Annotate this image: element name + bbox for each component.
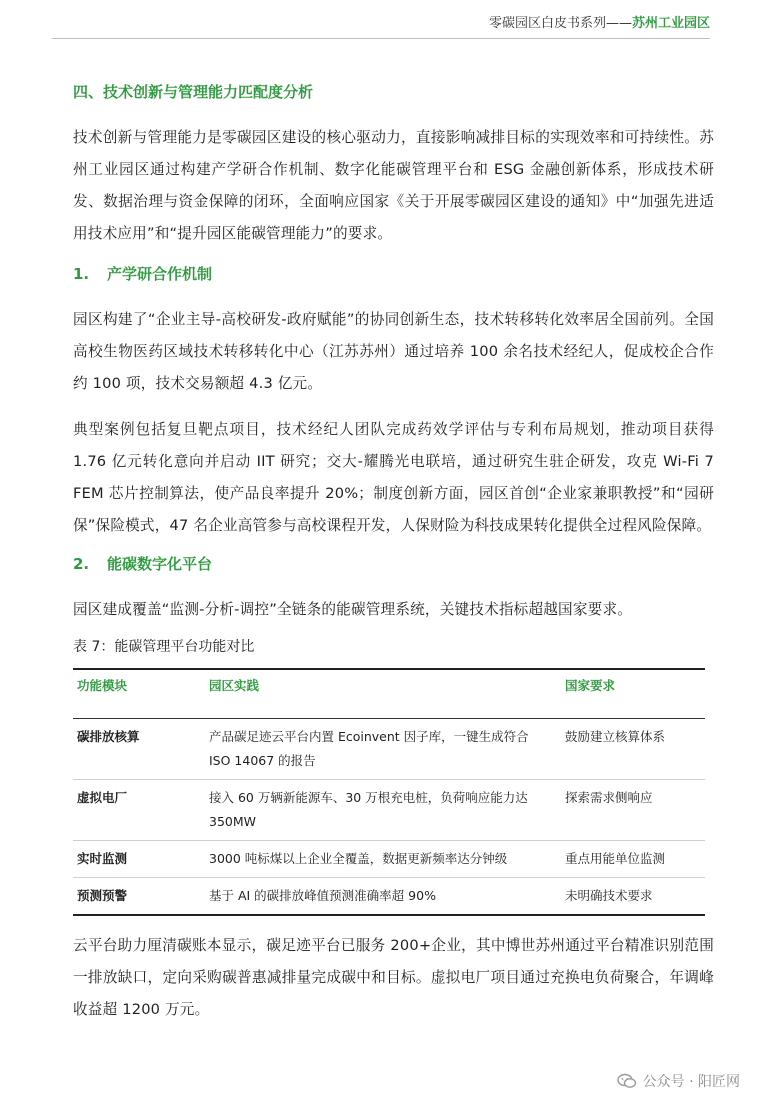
section-title: 四、技术创新与管理能力匹配度分析 — [73, 83, 314, 101]
table-header-requirement: 国家要求 — [561, 669, 705, 719]
subsection-2-label: 能碳数字化平台 — [107, 555, 213, 573]
table-header-practice: 园区实践 — [205, 669, 561, 719]
header-divider — [52, 38, 710, 39]
table-cell-requirement: 鼓励建立核算体系 — [561, 719, 705, 780]
table-cell-practice: 3000 吨标煤以上企业全覆盖，数据更新频率达分钟级 — [205, 841, 561, 878]
table-cell-module: 预测预警 — [77, 888, 128, 903]
document-body — [73, 80, 714, 1034]
table-cell-practice: 产品碳足迹云平台内置 Ecoinvent 因子库，一键生成符合 ISO 14067 的报告 — [205, 719, 561, 780]
table-row — [73, 719, 705, 780]
page-header — [489, 12, 710, 31]
table-header-row — [73, 669, 705, 719]
header-brand: 苏州工业园区 — [631, 16, 710, 31]
subsection-1-paragraph-2: 典型案例包括复旦靶点项目，技术经纪人团队完成药效学评估与专利布局规划，推动项目获得 1.76 亿元转化意向并启动 IIT 研究；交大-耀腾光电联培，通过研究生驻企研发，攻克 Wi-Fi 7 FEM 芯片控制算法，使产品良率提升 20%；制度创新方面，园区首创“企业家兼职教授”和“园研保”保险模式，47 名企业高管参与高校课程开发，人保财险为科技成果转化提供全过程风险保障。 — [73, 421, 714, 534]
table-cell-requirement: 未明确技术要求 — [565, 888, 653, 903]
subsection-1-number: 1. — [73, 265, 90, 283]
table-row — [73, 878, 705, 916]
subsection-2-number: 2. — [73, 555, 90, 573]
platform-comparison-table — [73, 668, 705, 916]
subsection-1-label: 产学研合作机制 — [107, 265, 213, 283]
wechat-icon — [617, 1073, 637, 1089]
table-header-module: 功能模块 — [73, 669, 205, 719]
header-series: 零碳园区白皮书系列—— — [488, 16, 632, 31]
table-row — [73, 841, 705, 878]
watermark-text: 公众号 · 阳匠网 — [642, 1074, 740, 1090]
table-cell-module: 虚拟电厂 — [73, 780, 205, 841]
table-caption: 表 7：能碳管理平台功能对比 — [73, 639, 255, 655]
subsection-2-paragraph-1: 园区建成覆盖“监测-分析-调控”全链条的能碳管理系统，关键技术指标超越国家要求。 — [73, 601, 633, 618]
subsection-2-paragraph-2: 云平台助力厘清碳账本显示，碳足迹平台已服务 200+企业，其中博世苏州通过平台精准识别范围一排放缺口，定向采购碳普惠减排量完成碳中和目标。虚拟电厂项目通过充换电负荷聚合，年调峰收益超 1200 万元。 — [73, 937, 714, 1018]
subsection-1-title — [73, 262, 714, 286]
table-cell-requirement: 重点用能单位监测 — [561, 841, 705, 878]
table-cell-requirement: 探索需求侧响应 — [561, 780, 705, 841]
table-cell-module: 碳排放核算 — [73, 719, 205, 780]
subsection-2-title — [73, 552, 714, 576]
table-row — [73, 780, 705, 841]
table-cell-module: 实时监测 — [73, 841, 205, 878]
table-cell-practice: 接入 60 万辆新能源车、30 万根充电桩，负荷响应能力达 350MW — [205, 780, 561, 841]
subsection-1-paragraph-1: 园区构建了“企业主导-高校研发-政府赋能”的协同创新生态，技术转移转化效率居全国前列。全国高校生物医药区域技术转移转化中心（江苏苏州）通过培养 100 余名技术经纪人，促成校企合作约 100 项，技术交易额超 4.3 亿元。 — [73, 311, 714, 392]
watermark — [617, 1071, 740, 1091]
table-cell-practice: 基于 AI 的碳排放峰值预测准确率超 90% — [209, 888, 436, 903]
section-intro: 技术创新与管理能力是零碳园区建设的核心驱动力，直接影响减排目标的实现效率和可持续性。苏州工业园区通过构建产学研合作机制、数字化能碳管理平台和 ESG 金融创新体系，形成技术研发、数据治理与资金保障的闭环，全面响应国家《关于开展零碳园区建设的通知》中“加强先进适用技术应用”和“提升园区能碳管理能力”的要求。 — [73, 129, 714, 242]
